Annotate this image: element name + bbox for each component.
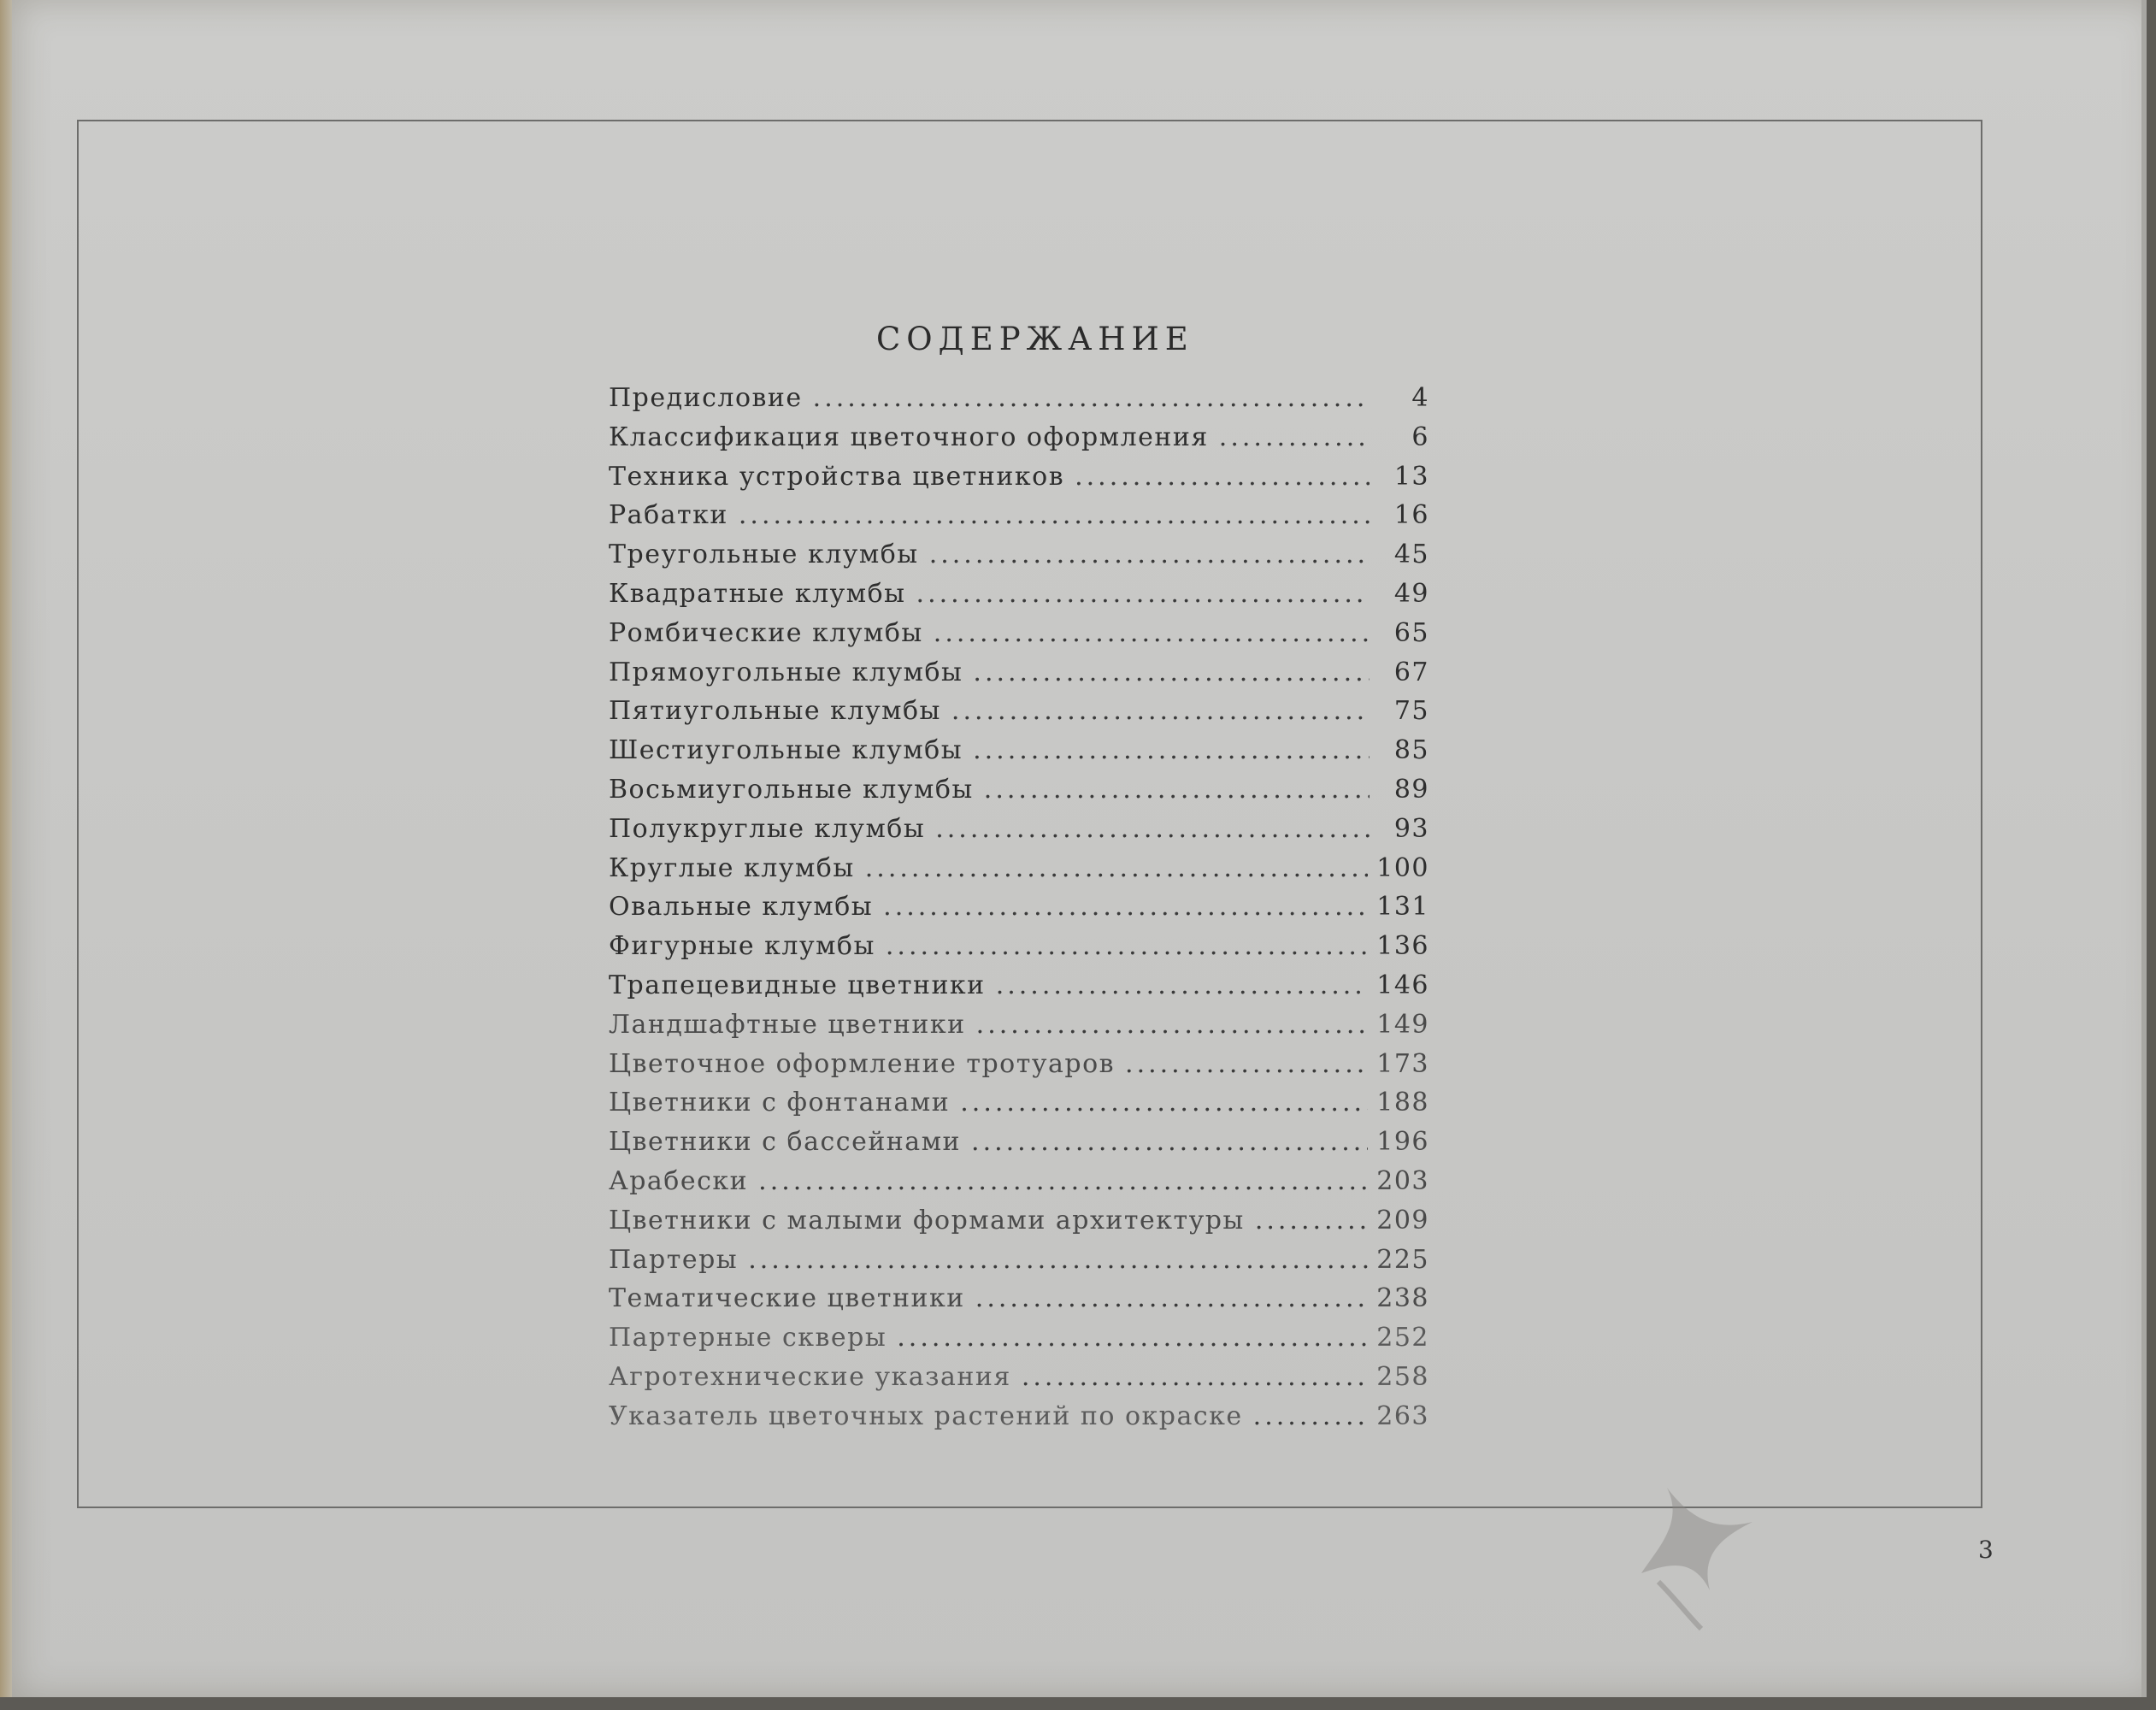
toc-entry-title: Прямоугольные клумбы <box>609 657 963 687</box>
page-number: 3 <box>1978 1536 1994 1564</box>
toc-dot-leader <box>865 853 1368 883</box>
toc-entry-title: Рабатки <box>609 500 728 531</box>
toc-dot-leader <box>996 970 1369 1000</box>
toc-entry-page: 203 <box>1376 1165 1429 1196</box>
toc-entry-page: 188 <box>1376 1088 1429 1118</box>
toc-entry <box>609 1245 1429 1284</box>
toc-dot-leader <box>934 618 1370 648</box>
toc-entry-title: Партерные скверы <box>609 1323 887 1353</box>
toc-dot-leader <box>739 500 1370 530</box>
toc-entry <box>609 775 1429 814</box>
toc-entry <box>609 1088 1429 1127</box>
toc-dot-leader <box>975 1283 1368 1313</box>
toc-entry-page: 89 <box>1393 774 1429 805</box>
toc-entry-title: Цветники с малыми формами архитектуры <box>609 1205 1245 1235</box>
toc-entry-page: 252 <box>1376 1323 1429 1353</box>
toc-dot-leader <box>951 696 1370 726</box>
toc-entry <box>609 970 1429 1010</box>
toc-entry-page: 13 <box>1393 461 1429 492</box>
toc-entry <box>609 931 1429 970</box>
toc-entry-title: Овальные клумбы <box>609 892 874 923</box>
toc-entry-title: Цветники с бассейнами <box>609 1127 962 1158</box>
toc-entry-page: 4 <box>1411 383 1429 413</box>
toc-entry-title: Ландшафтные цветники <box>609 1009 966 1040</box>
toc-dot-leader <box>1255 1206 1368 1235</box>
toc-dot-leader <box>971 1127 1368 1157</box>
toc-entry-title: Шестиугольные клумбы <box>609 735 963 766</box>
toc-entry-page: 100 <box>1376 852 1429 883</box>
toc-entry-page: 149 <box>1376 1009 1429 1040</box>
toc-entry-page: 209 <box>1376 1205 1429 1235</box>
toc-entry-title: Предисловие <box>609 383 803 413</box>
toc-entry <box>609 540 1429 579</box>
toc-entry <box>609 1206 1429 1245</box>
toc-entry-page: 6 <box>1411 422 1429 452</box>
toc-entry-page: 45 <box>1393 540 1429 570</box>
page-binding-edge <box>0 0 12 1697</box>
toc-dot-leader <box>1022 1362 1368 1392</box>
toc-entry <box>609 735 1429 775</box>
toc-entry-page: 196 <box>1376 1127 1429 1158</box>
toc-entry <box>609 657 1429 697</box>
toc-entry-title: Восьмиугольные клумбы <box>609 774 974 805</box>
toc-dot-leader <box>1219 422 1370 452</box>
toc-entry-page: 85 <box>1393 735 1429 766</box>
toc-entry <box>609 1166 1429 1206</box>
toc-entry <box>609 1362 1429 1401</box>
toc-entry-page: 258 <box>1376 1361 1429 1392</box>
toc-entry <box>609 1049 1429 1088</box>
toc-entry-title: Указатель цветочных растений по окраске <box>609 1400 1243 1431</box>
toc-entry-title: Фигурные клумбы <box>609 931 875 962</box>
toc-dot-leader <box>916 579 1370 609</box>
toc-entry-page: 75 <box>1393 696 1429 727</box>
toc-entry <box>609 500 1429 540</box>
toc-entry <box>609 1283 1429 1323</box>
toc-dot-leader <box>1075 462 1370 492</box>
toc-entry-page: 146 <box>1376 970 1429 1000</box>
toc-entry <box>609 853 1429 893</box>
toc-entry <box>609 422 1429 462</box>
toc-dot-leader <box>1125 1049 1368 1079</box>
toc-entry-title: Круглые клумбы <box>609 852 855 883</box>
toc-entry <box>609 618 1429 657</box>
toc-entry <box>609 1010 1429 1049</box>
toc-entry-title: Классификация цветочного оформления <box>609 422 1209 452</box>
toc-entry-page: 263 <box>1376 1400 1429 1431</box>
toc-dot-leader <box>935 814 1370 844</box>
toc-entry-title: Треугольные клумбы <box>609 540 919 570</box>
toc-entry <box>609 383 1429 422</box>
toc-list <box>609 383 1429 1441</box>
toc-entry <box>609 696 1429 735</box>
toc-dot-leader <box>976 1010 1369 1040</box>
toc-entry <box>609 579 1429 618</box>
toc-entry-page: 131 <box>1376 892 1429 923</box>
toc-entry <box>609 892 1429 931</box>
toc-dot-leader <box>929 540 1370 569</box>
toc-dot-leader <box>960 1088 1368 1117</box>
toc-entry <box>609 1401 1429 1441</box>
toc-heading: СОДЕРЖАНИЕ <box>876 321 1194 357</box>
toc-entry <box>609 462 1429 501</box>
toc-entry-page: 136 <box>1376 931 1429 962</box>
toc-dot-leader <box>897 1323 1368 1353</box>
toc-entry-title: Тематические цветники <box>609 1283 965 1314</box>
toc-dot-leader <box>984 775 1370 805</box>
toc-entry-title: Цветники с фонтанами <box>609 1088 951 1118</box>
toc-entry-page: 93 <box>1393 813 1429 844</box>
toc-dot-leader <box>973 657 1370 687</box>
toc-entry-title: Квадратные клумбы <box>609 578 906 609</box>
toc-entry-page: 67 <box>1393 657 1429 687</box>
toc-entry-title: Трапецевидные цветники <box>609 970 986 1000</box>
toc-entry-page: 49 <box>1393 578 1429 609</box>
toc-entry-title: Полукруглые клумбы <box>609 813 926 844</box>
toc-entry-title: Пятиугольные клумбы <box>609 696 941 727</box>
toc-entry-title: Техника устройства цветников <box>609 461 1065 492</box>
toc-dot-leader <box>813 383 1370 413</box>
toc-entry-title: Ромбические клумбы <box>609 617 923 648</box>
toc-entry <box>609 1323 1429 1362</box>
toc-dot-leader <box>973 735 1370 765</box>
toc-dot-leader <box>883 892 1368 922</box>
ink-smudge <box>1607 1471 1770 1633</box>
toc-entry-title: Цветочное оформление тротуаров <box>609 1048 1116 1079</box>
toc-entry-title: Агротехнические указания <box>609 1361 1011 1392</box>
toc-entry <box>609 1127 1429 1166</box>
toc-entry-title: Арабески <box>609 1165 749 1196</box>
toc-entry-page: 173 <box>1376 1048 1429 1079</box>
toc-entry <box>609 814 1429 853</box>
toc-dot-leader <box>886 931 1368 961</box>
toc-dot-leader <box>748 1245 1368 1275</box>
toc-entry-page: 238 <box>1376 1283 1429 1314</box>
toc-entry-title: Партеры <box>609 1244 739 1275</box>
toc-entry-page: 16 <box>1393 500 1429 531</box>
toc-entry-page: 65 <box>1393 617 1429 648</box>
toc-entry-page: 225 <box>1376 1244 1429 1275</box>
toc-dot-leader <box>758 1166 1368 1196</box>
toc-dot-leader <box>1253 1401 1369 1431</box>
